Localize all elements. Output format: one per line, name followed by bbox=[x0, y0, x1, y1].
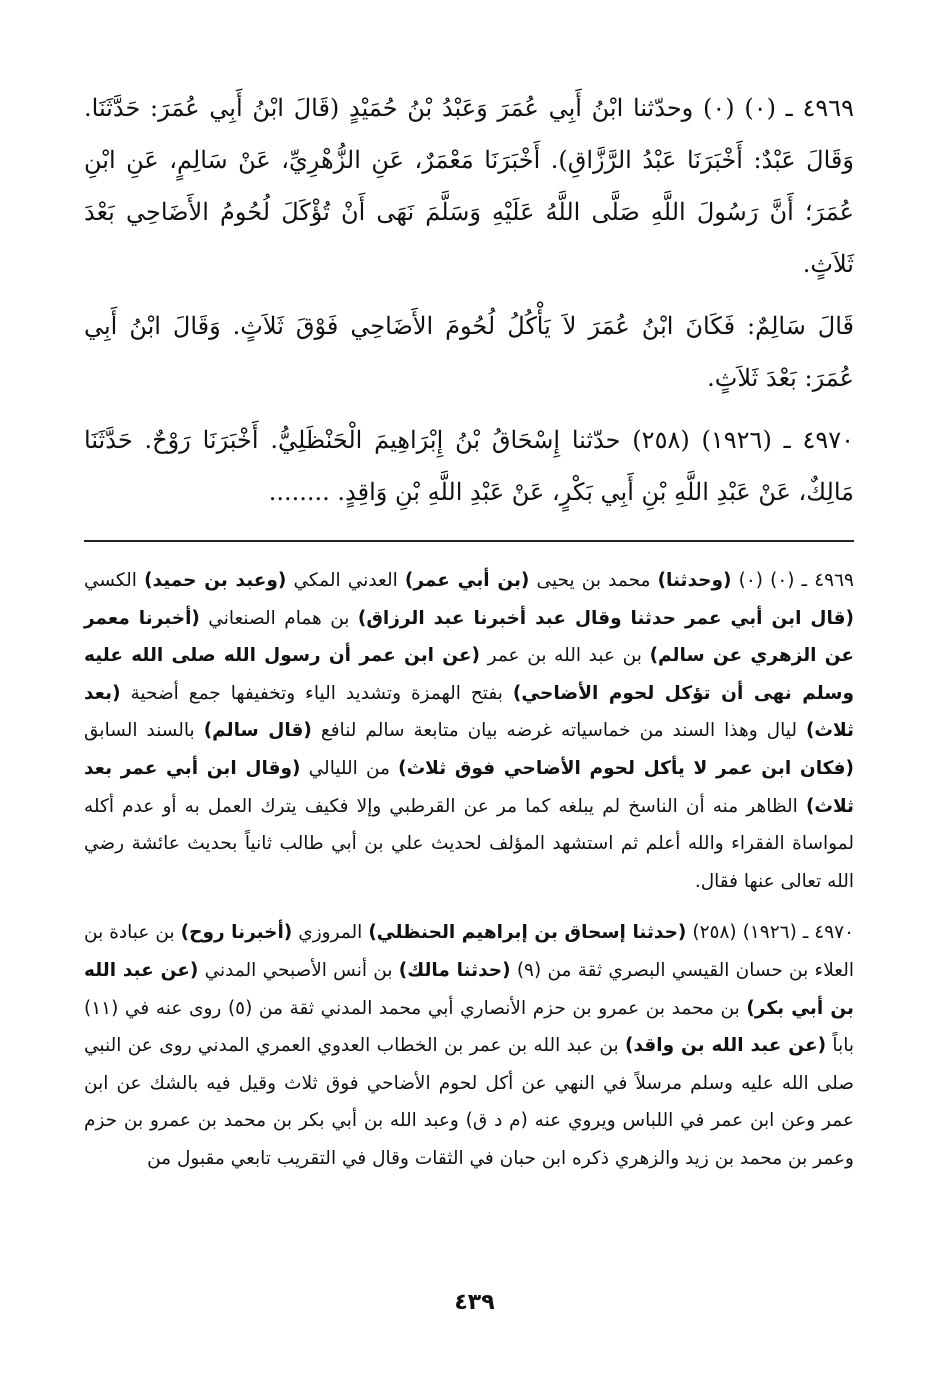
page-content bbox=[84, 82, 854, 1192]
commentary-quote: (قال ابن أبي عمر حدثنا وقال عبد أخبرنا عبد الرزاق) bbox=[357, 607, 854, 629]
commentary-quote: (أخبرنا معمر عن الزهري عن سالم) bbox=[84, 607, 855, 667]
commentary-segment: الظاهر منه أن الناسخ لم يبلغه كما مر عن القرطبي وإلا فكيف يترك العمل به أو عدم أكله لمواساة الفقراء والله أعلم ثم استشهد المؤلف لحديث علي بن أبي طالب ثانياً بحديث عائشة رضي الله تعالى عنها فقال. bbox=[84, 795, 854, 892]
commentary-segment: بن عبد الله بن عمر bbox=[479, 645, 650, 667]
commentary-segment: بن همام الصنعاني bbox=[199, 607, 358, 629]
commentary-quote: (عن ابن عمر أن رسول الله صلى الله عليه وسلم نهى أن تؤكل لحوم الأضاحي) bbox=[84, 645, 854, 704]
footnote-divider bbox=[84, 540, 854, 542]
commentary-quote: (وعبد بن حميد) bbox=[144, 570, 287, 591]
commentary-segment: بن أنس الأصبحي المدني bbox=[198, 959, 399, 981]
commentary-quote: (قال سالم) bbox=[203, 720, 312, 742]
commentary-segment: ليال وهذا السند من خماسياته غرضه بيان متابعة سالم لنافع bbox=[311, 720, 806, 742]
commentary-quote: (عن عبد الله بن واقد) bbox=[624, 1035, 827, 1057]
commentary-quote: (بن أبي عمر) bbox=[404, 570, 530, 591]
commentary-4969 bbox=[84, 562, 854, 900]
commentary-segment: بالسند السابق bbox=[84, 720, 204, 742]
commentary-quote: (حدثنا مالك) bbox=[398, 959, 511, 981]
commentary-quote: (وقال ابن أبي عمر بعد ثلاث) bbox=[84, 757, 854, 817]
commentary-segment: من الليالي bbox=[300, 757, 399, 779]
commentary-segment: الكسي bbox=[84, 570, 145, 591]
commentary-segment: بفتح الهمزة وتشديد الياء وتخفيفها جمع أضحية bbox=[120, 682, 513, 704]
commentary-quote: (وحدثنا) bbox=[657, 570, 732, 591]
commentary-segment: ٤٩٧٠ ـ (١٩٢٦) (٢٥٨) bbox=[686, 922, 855, 944]
hadith-4969-text: ٤٩٦٩ ـ (٠) (٠) وحدّثنا ابْنُ أَبِي عُمَرَ وَعَبْدُ بْنُ حُمَيْدٍ (قَالَ ابْنُ أَبِي عُمَرَ: حَدَّثَنَا. وَقَالَ عَبْدٌ: أَخْبَرَنَا عَبْدُ الرَّزَّاقِ). أَخْبَرَنَا مَعْمَرٌ، عَنِ الزُّهْرِيِّ، عَنْ سَالِمٍ، عَنِ ابْنِ عُمَرَ؛ أَنَّ رَسُولَ اللَّهِ صَلَّى اللَّهُ عَلَيْهِ وَسَلَّمَ نَهَى أَنْ تُؤْكَلَ لُحُومُ الأَضَاحِي بَعْدَ ثَلاَثٍ. bbox=[84, 94, 855, 278]
hadith-4970-text: ٤٩٧٠ ـ (١٩٢٦) (٢٥٨) حدّثنا إِسْحَاقُ بْنُ إِبْرَاهِيمَ الْحَنْظَلِيُّ. أَخْبَرَنَا رَوْحٌ. حَدَّثَنَا مَالِكٌ، عَنْ عَبْدِ اللَّهِ بْنِ أَبِي بَكْرٍ، عَنْ عَبْدِ اللَّهِ بْنِ وَاقِدٍ. ........ bbox=[84, 426, 854, 506]
commentary-segment: ٤٩٦٩ ـ (٠) (٠) bbox=[731, 570, 854, 591]
commentary-segment: بن عبادة بن العلاء بن حسان القيسي البصري ثقة من (٩) bbox=[84, 922, 854, 981]
commentary-quote: (فكان ابن عمر لا يأكل لحوم الأضاحي فوق ثلاث) bbox=[398, 757, 854, 779]
commentary-quote: (أخبرنا روح) bbox=[180, 922, 293, 944]
commentary-quote: (بعد ثلاث) bbox=[84, 682, 854, 742]
hadith-4969-salim-text: قَالَ سَالِمٌ: فَكَانَ ابْنُ عُمَرَ لاَ يَأْكُلُ لُحُومَ الأَضَاحِي فَوْقَ ثَلاَثٍ. وَقَالَ ابْنُ أَبِي عُمَرَ: بَعْدَ ثَلاَثٍ. bbox=[84, 312, 854, 392]
commentary-segment: العدني المكي bbox=[286, 570, 405, 591]
commentary-quote: (عن عبد الله بن أبي بكر) bbox=[84, 959, 854, 1019]
commentary-4970 bbox=[84, 914, 854, 1177]
commentary-segment: محمد بن يحيى bbox=[529, 570, 658, 591]
page-number: ٤٣٩ bbox=[454, 1290, 495, 1315]
commentary-segment: المروزي bbox=[292, 922, 369, 944]
commentary-segment: بن محمد بن عمرو بن حزم الأنصاري أبي محمد المدني ثقة من (٥) روى عنه في (١١) باباً bbox=[84, 997, 854, 1057]
commentary-quote: (حدثنا إسحاق بن إبراهيم الحنظلي) bbox=[368, 922, 687, 944]
commentary-segment: بن عبد الله بن عمر بن الخطاب العدوي العمري المدني روى عن النبي صلى الله عليه وسلم مرسلاً في النهي عن أكل لحوم الأضاحي فوق ثلاث وقيل فيه بالشك عن ابن عمر وعن ابن عمر في اللباس ويروي عنه (م د ق) وعبد الله بن أبي بكر بن محمد بن عمرو بن حزم وعمر بن محمد بن زيد والزهري ذكره ابن حبان في الثقات وقال في التقريب تابعي مقبول من bbox=[84, 1035, 854, 1169]
